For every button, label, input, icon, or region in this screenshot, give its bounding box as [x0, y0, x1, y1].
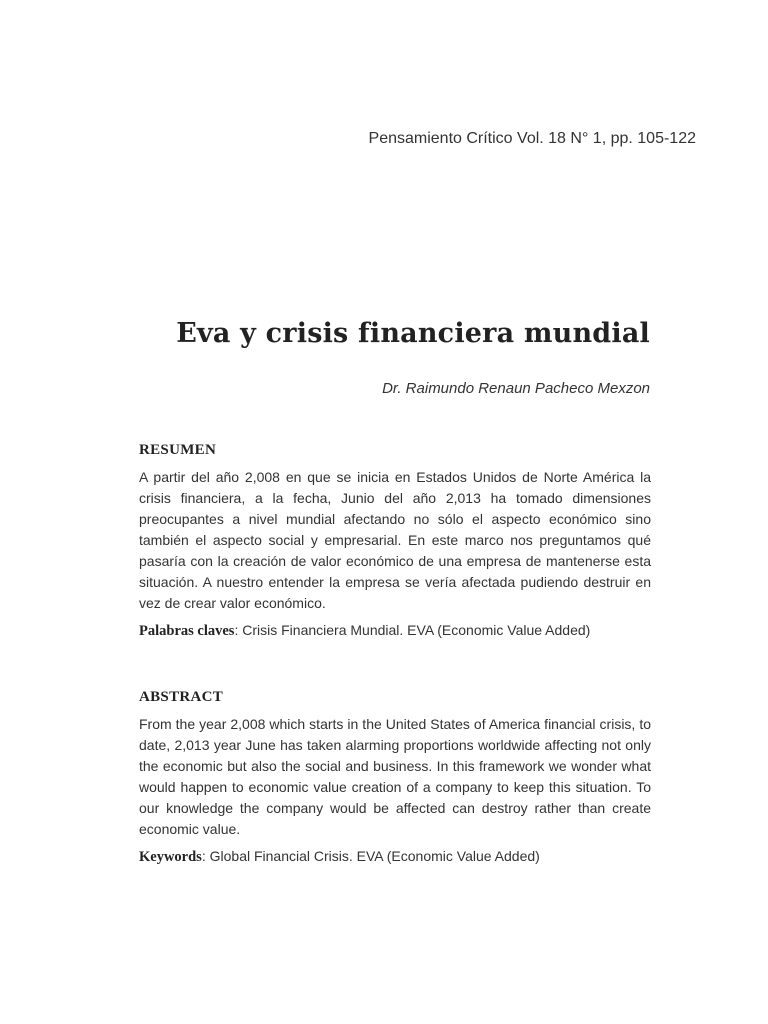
- resumen-section: [139, 442, 651, 642]
- resumen-keywords-label: Palabras claves: [139, 623, 235, 639]
- abstract-heading: ABSTRACT: [139, 689, 224, 705]
- resumen-heading: RESUMEN: [139, 442, 217, 458]
- journal-reference: Pensamiento Crítico Vol. 18 N° 1, pp. 105-122: [368, 130, 696, 147]
- abstract-keywords-label: Keywords: [139, 849, 202, 865]
- abstract-keywords: [139, 846, 651, 868]
- article-title: Eva y crisis financiera mundial: [176, 318, 650, 349]
- resumen-keywords-value: : Crisis Financiera Mundial. EVA (Economic Value Added): [234, 622, 591, 638]
- resumen-keywords: [139, 620, 651, 642]
- resumen-body: A partir del año 2,008 en que se inicia en Estados Unidos de Norte América la crisis financiera, a la fecha, Junio del año 2,013 ha tomado dimensiones preocupantes a nivel mundial afectando no sólo el aspecto económico sino también el aspecto social y empresarial. En este marco nos preguntamos qué pasaría con la creación de valor económico de una empresa de mantenerse esta situación. A nuestro entender la empresa se vería afectada pudiendo destruir en vez de crear valor económico.: [139, 469, 651, 611]
- abstract-section: [139, 689, 651, 868]
- abstract-body: From the year 2,008 which starts in the United States of America financial crisis, to date, 2,013 year June has taken alarming proportions worldwide affecting not only the economic but also the social and business. In this framework we wonder what would happen to economic value creation of a company to keep this situation. To our knowledge the company would be affected can destroy rather than create economic value.: [139, 716, 651, 837]
- article-author: Dr. Raimundo Renaun Pacheco Mexzon: [382, 380, 650, 397]
- abstract-keywords-value: : Global Financial Crisis. EVA (Economic Value Added): [201, 848, 540, 864]
